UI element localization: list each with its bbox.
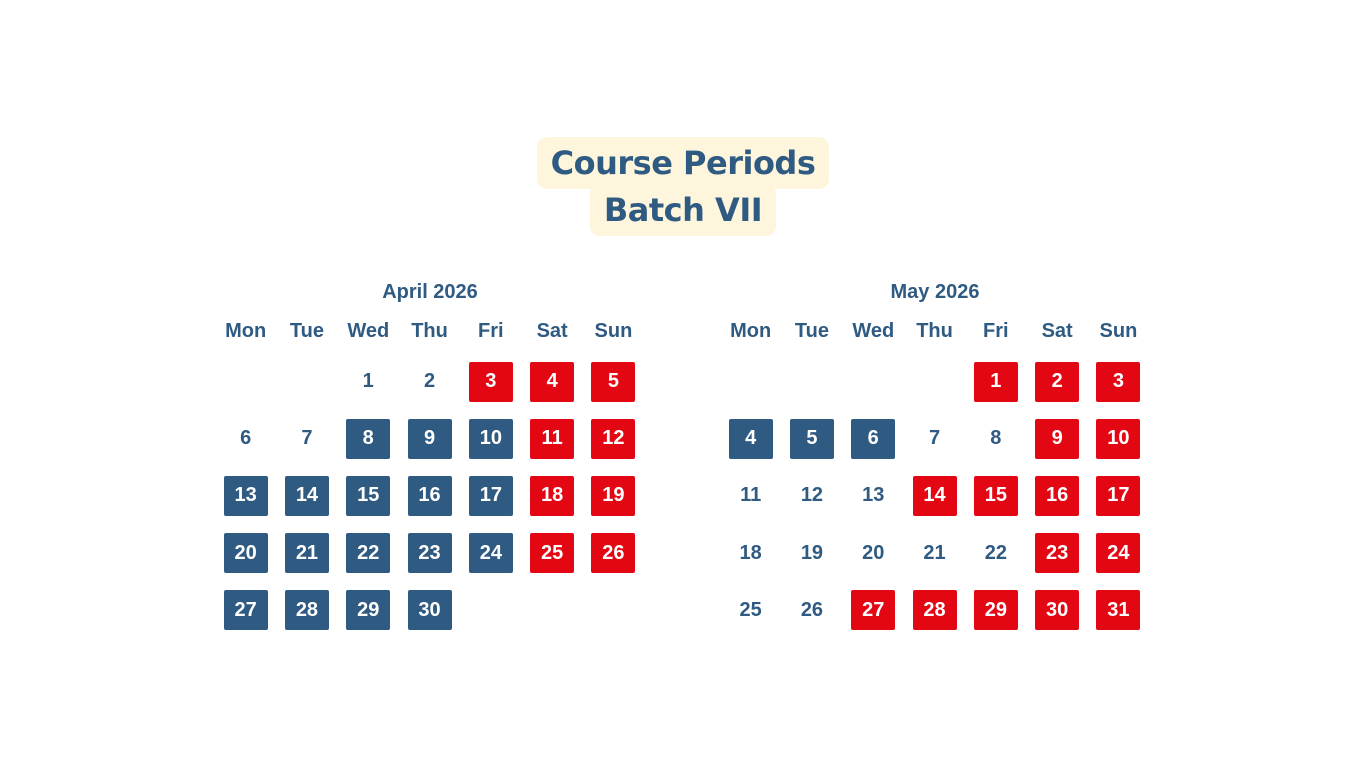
empty-cell	[904, 353, 965, 410]
day-cell	[460, 353, 521, 410]
weekday-label: Fri	[478, 320, 504, 342]
calendar-may	[720, 278, 1150, 639]
plain-day: 6	[240, 427, 252, 450]
day-cell	[720, 410, 781, 467]
day-cell	[460, 525, 521, 582]
weekday-label: Thu	[916, 320, 953, 342]
course-day: 29	[346, 590, 390, 630]
off-day: 30	[1035, 590, 1079, 630]
empty-cell	[781, 353, 842, 410]
off-day: 16	[1035, 476, 1079, 516]
day-cell	[843, 410, 904, 467]
empty-cell	[276, 353, 337, 410]
off-day: 25	[530, 533, 574, 573]
weekday-label: Wed	[852, 320, 895, 342]
plain-day: 18	[739, 541, 762, 564]
day-cell	[904, 467, 965, 524]
day-cell	[521, 525, 582, 582]
course-day: 23	[408, 533, 452, 573]
off-day: 14	[913, 476, 957, 516]
month-title: April 2026	[382, 281, 478, 303]
day-cell	[965, 410, 1026, 467]
day-cell	[460, 410, 521, 467]
day-cell	[965, 582, 1026, 639]
course-day: 20	[224, 533, 268, 573]
weekday-label: Mon	[225, 320, 267, 342]
off-day: 19	[591, 476, 635, 516]
day-cell	[965, 467, 1026, 524]
day-cell	[399, 582, 460, 639]
day-cell	[1026, 582, 1087, 639]
off-day: 1	[974, 362, 1018, 402]
day-cell	[720, 525, 781, 582]
day-cell	[781, 582, 842, 639]
day-cell	[399, 353, 460, 410]
day-cell	[843, 525, 904, 582]
off-day: 3	[469, 362, 513, 402]
weekday-label: Thu	[411, 320, 448, 342]
day-cell	[1088, 353, 1149, 410]
off-day: 28	[913, 590, 957, 630]
day-grid	[215, 353, 645, 639]
day-cell	[781, 467, 842, 524]
day-cell	[521, 353, 582, 410]
day-cell	[215, 467, 276, 524]
day-cell	[843, 467, 904, 524]
off-day: 5	[591, 362, 635, 402]
course-day: 14	[285, 476, 329, 516]
plain-day: 7	[928, 427, 941, 450]
day-cell	[338, 410, 399, 467]
plain-day: 22	[984, 541, 1007, 564]
empty-cell	[843, 353, 904, 410]
day-cell	[399, 410, 460, 467]
day-cell	[1088, 467, 1149, 524]
off-day: 31	[1096, 590, 1140, 630]
weekday-label: Mon	[730, 320, 772, 342]
off-day: 9	[1035, 419, 1079, 459]
day-cell	[720, 467, 781, 524]
weekday-label: Sun	[594, 320, 633, 342]
day-cell	[1026, 353, 1087, 410]
course-day: 5	[790, 419, 834, 459]
weekday-label: Sat	[1041, 320, 1073, 342]
day-cell	[338, 467, 399, 524]
empty-cell	[720, 353, 781, 410]
title-block	[0, 137, 1366, 236]
day-cell	[460, 467, 521, 524]
day-cell	[904, 410, 965, 467]
course-day: 17	[469, 476, 513, 516]
course-day: 28	[285, 590, 329, 630]
day-cell	[399, 467, 460, 524]
page-subtitle: Batch VII	[590, 184, 776, 236]
course-day: 13	[224, 476, 268, 516]
day-cell	[583, 525, 644, 582]
course-day: 4	[729, 419, 773, 459]
weekday-label: Wed	[347, 320, 390, 342]
day-cell	[583, 353, 644, 410]
off-day: 2	[1035, 362, 1079, 402]
plain-day: 8	[990, 427, 1002, 450]
weekday-label: Sun	[1099, 320, 1138, 342]
plain-day: 11	[740, 484, 762, 507]
day-cell	[781, 410, 842, 467]
day-cell	[215, 525, 276, 582]
off-day: 4	[530, 362, 574, 402]
plain-day: 12	[800, 484, 824, 507]
day-cell	[338, 353, 399, 410]
empty-cell	[215, 353, 276, 410]
off-day: 18	[530, 476, 574, 516]
day-cell	[583, 467, 644, 524]
course-day: 8	[346, 419, 390, 459]
day-cell	[338, 525, 399, 582]
plain-day: 25	[739, 598, 762, 621]
course-day: 9	[408, 419, 452, 459]
plain-day: 21	[923, 541, 946, 564]
day-cell	[276, 582, 337, 639]
day-grid	[720, 353, 1150, 639]
month-title: May 2026	[890, 281, 980, 303]
plain-day: 2	[423, 370, 436, 393]
off-day: 11	[530, 419, 574, 459]
off-day: 26	[591, 533, 635, 573]
day-cell	[1088, 410, 1149, 467]
weekday-label: Tue	[289, 320, 324, 342]
day-cell	[1026, 410, 1087, 467]
off-day: 17	[1096, 476, 1140, 516]
day-cell	[583, 410, 644, 467]
off-day: 10	[1096, 419, 1140, 459]
off-day: 23	[1035, 533, 1079, 573]
day-cell	[1026, 525, 1087, 582]
weekday-header	[720, 317, 1150, 353]
weekday-header	[215, 317, 645, 353]
day-cell	[215, 410, 276, 467]
day-cell	[399, 525, 460, 582]
plain-day: 26	[800, 598, 824, 621]
off-day: 29	[974, 590, 1018, 630]
calendar-april	[215, 278, 645, 639]
weekday-label: Sat	[536, 320, 568, 342]
day-cell	[276, 525, 337, 582]
plain-day: 19	[800, 541, 824, 564]
off-day: 12	[591, 419, 635, 459]
course-day: 27	[224, 590, 268, 630]
day-cell	[1088, 582, 1149, 639]
off-day: 24	[1096, 533, 1140, 573]
day-cell	[904, 525, 965, 582]
day-cell	[904, 582, 965, 639]
plain-day: 1	[362, 370, 374, 393]
off-day: 15	[974, 476, 1018, 516]
page-title: Course Periods	[537, 137, 830, 189]
day-cell	[965, 525, 1026, 582]
weekday-label: Fri	[983, 320, 1009, 342]
day-cell	[843, 582, 904, 639]
course-day: 24	[469, 533, 513, 573]
course-day: 21	[285, 533, 329, 573]
day-cell	[781, 525, 842, 582]
day-cell	[338, 582, 399, 639]
course-day: 30	[408, 590, 452, 630]
plain-day: 7	[301, 427, 313, 450]
plain-day: 13	[862, 484, 885, 507]
off-day: 27	[851, 590, 895, 630]
day-cell	[276, 410, 337, 467]
course-day: 22	[346, 533, 390, 573]
day-cell	[1088, 525, 1149, 582]
course-day: 15	[346, 476, 390, 516]
weekday-label: Tue	[794, 320, 829, 342]
plain-day: 20	[862, 541, 885, 564]
off-day: 3	[1096, 362, 1140, 402]
day-cell	[1026, 467, 1087, 524]
course-day: 10	[469, 419, 513, 459]
day-cell	[720, 582, 781, 639]
course-day: 16	[408, 476, 452, 516]
course-day: 6	[851, 419, 895, 459]
day-cell	[276, 467, 337, 524]
day-cell	[215, 582, 276, 639]
day-cell	[521, 410, 582, 467]
day-cell	[965, 353, 1026, 410]
day-cell	[521, 467, 582, 524]
